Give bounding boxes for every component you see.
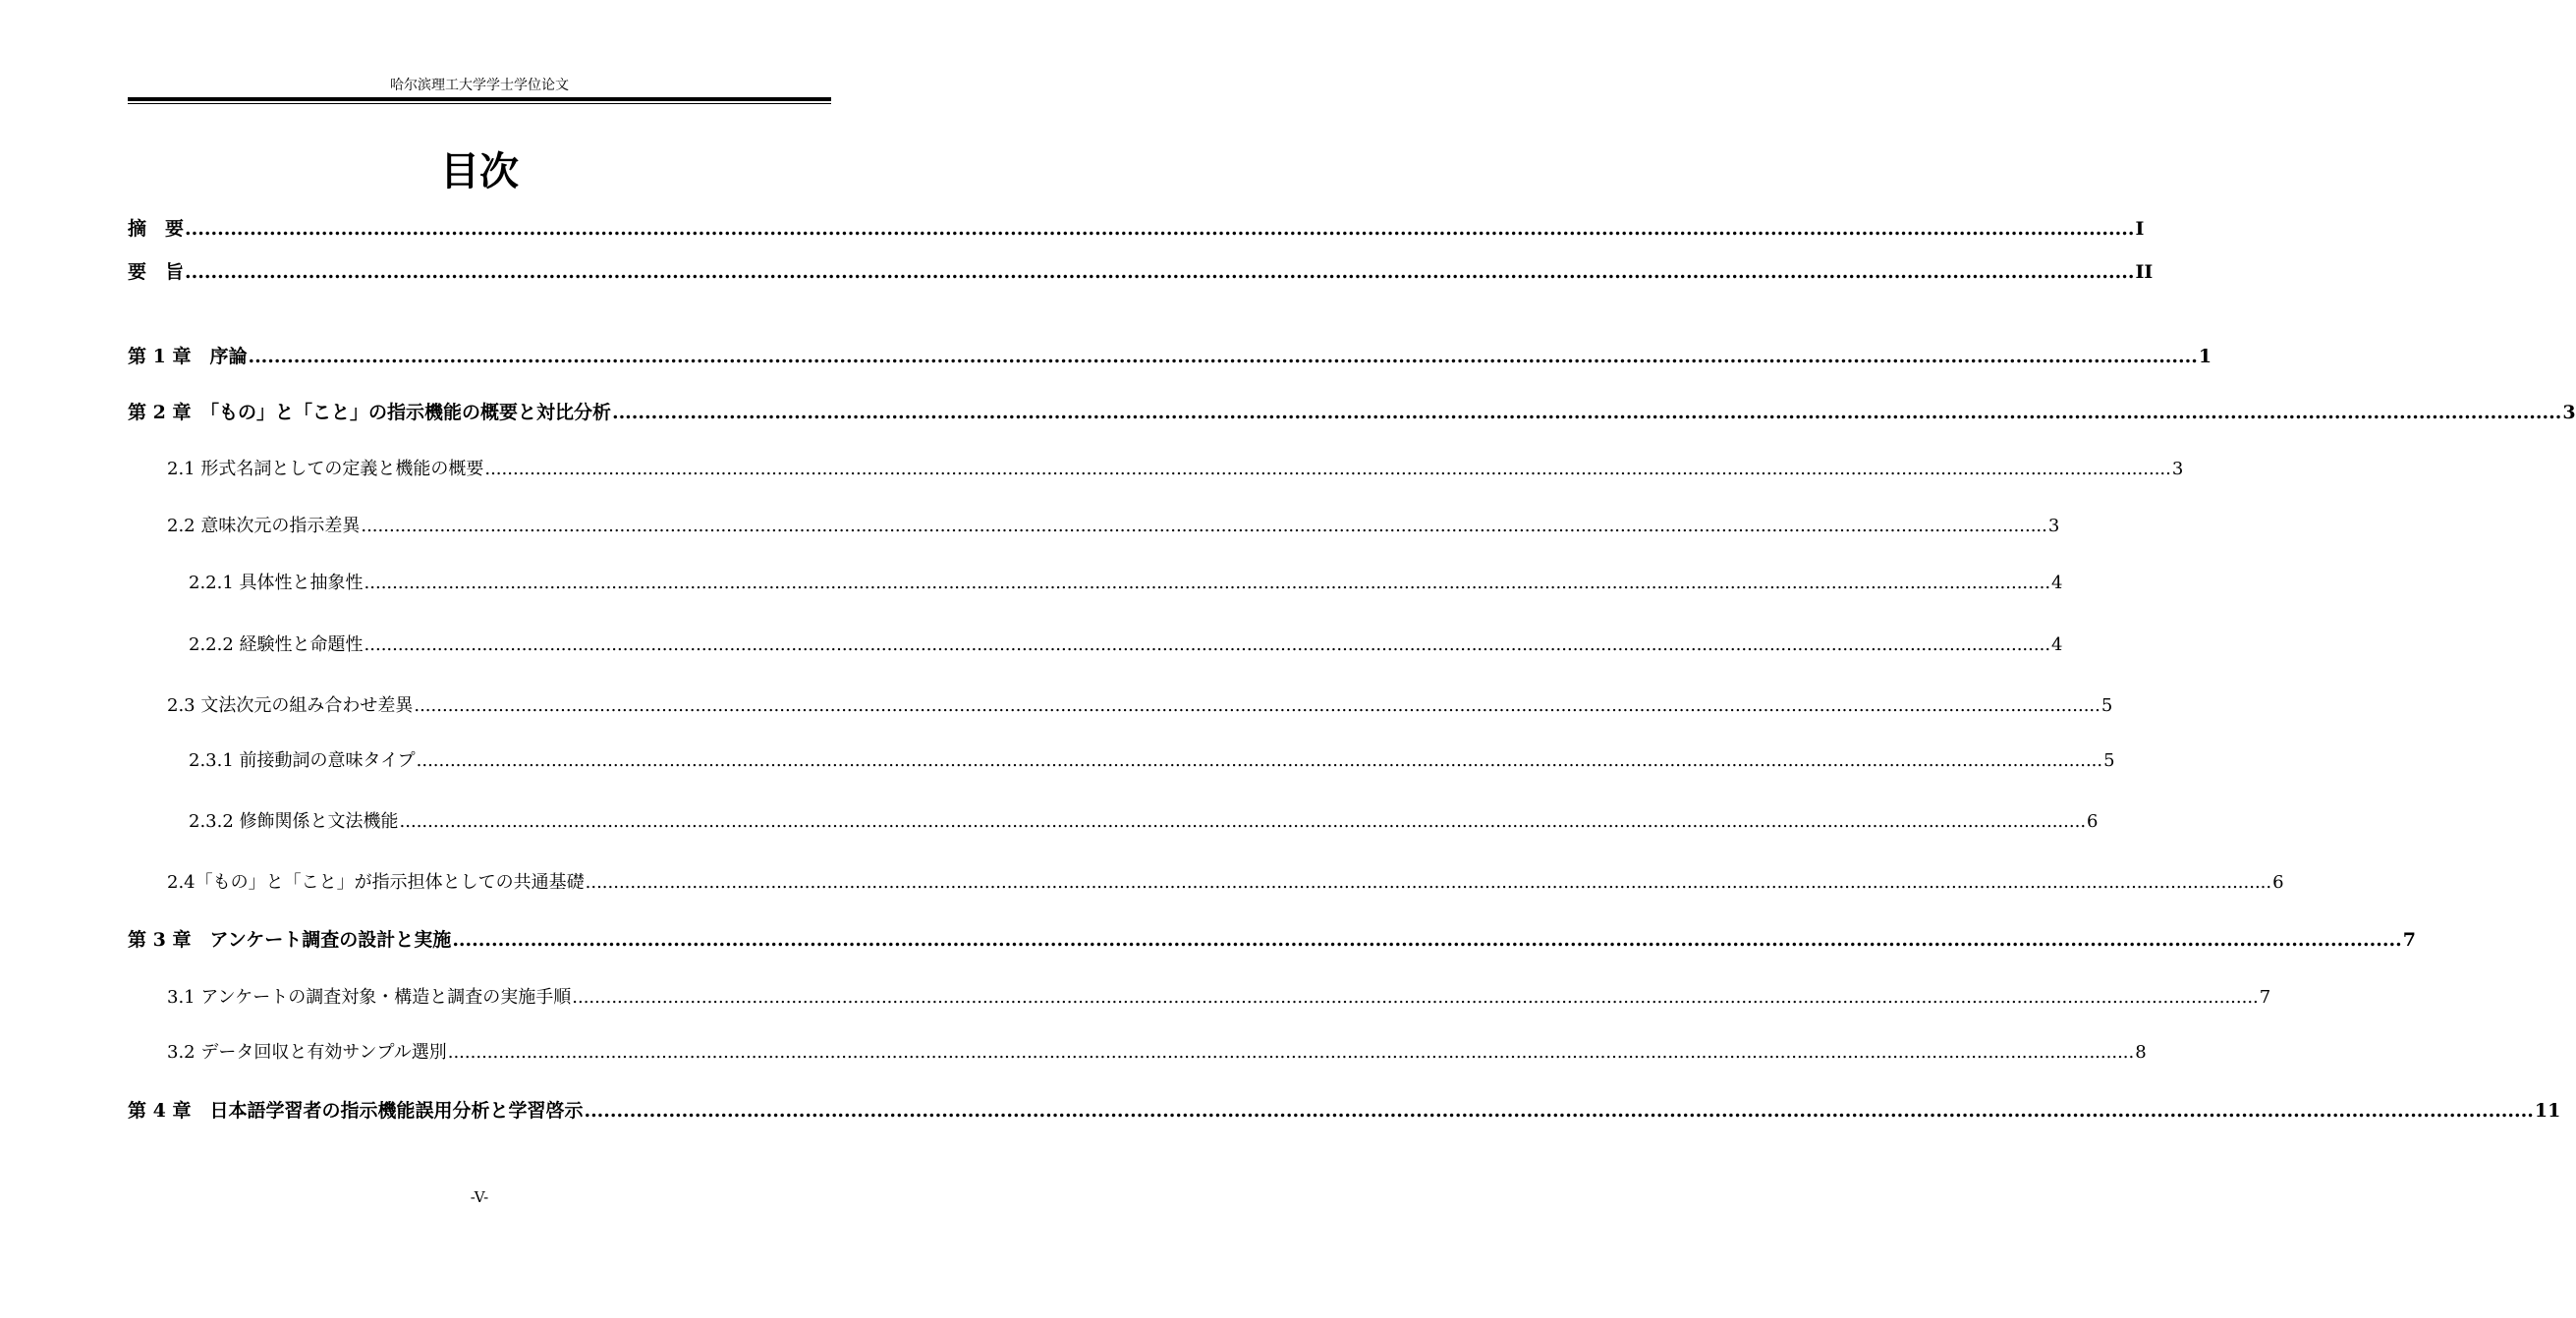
- toc-entry: [167, 691, 2113, 717]
- header-rule-thin: [128, 103, 831, 104]
- toc-entry-title: 2.2.1 具体性と抽象性: [189, 573, 364, 593]
- toc-dot-leader: ............................................................................................................................................................................................................................................................................................................: [584, 1100, 2534, 1122]
- toc-entry: [128, 342, 2212, 368]
- toc-entry-page: 3: [2171, 459, 2184, 479]
- header-rule-thick: [128, 97, 831, 101]
- toc-entry-title: 第 2 章 「もの」と「こと」の指示機能の概要と対比分析: [128, 402, 611, 423]
- toc-entry-title: 3.2 データ回収と有効サンプル選別: [167, 1042, 447, 1063]
- toc-entry-page: I: [2135, 218, 2145, 240]
- toc-entry-page: 6: [2272, 872, 2284, 893]
- toc-entry-title: 2.3.2 修飾関係と文法機能: [189, 811, 399, 832]
- toc-dot-leader: ............................................................................................................................................................................................................................................................................................................: [414, 695, 2100, 716]
- toc-entry-page: 5: [2103, 750, 2115, 771]
- toc-entry: [189, 569, 2063, 594]
- toc-entry-title: 2.3 文法次元の組み合わせ差異: [167, 695, 414, 716]
- toc-dot-leader: ............................................................................................................................................................................................................................................................................................................: [572, 987, 2259, 1008]
- toc-dot-leader: ............................................................................................................................................................................................................................................................................................................: [585, 872, 2272, 893]
- running-header: 哈尔滨理工大学学士学位论文: [390, 78, 569, 93]
- toc-entry-title: 第 1 章 序論: [128, 346, 248, 367]
- toc-dot-leader: ............................................................................................................................................................................................................................................................................................................: [484, 459, 2171, 479]
- toc-entry-page: 6: [2087, 811, 2099, 832]
- toc-entry: [128, 257, 2154, 284]
- toc-entry-title: 2.2 意味次元の指示差異: [167, 516, 361, 536]
- toc-entry-title: 第 4 章 日本語学習者の指示機能誤用分析と学習啓示: [128, 1100, 584, 1122]
- page-number: -V-: [470, 1188, 489, 1206]
- toc-entry: [128, 925, 2416, 952]
- toc-dot-leader: ............................................................................................................................................................................................................................................................................................................: [248, 346, 2198, 367]
- toc-entry-page: 4: [2051, 573, 2063, 593]
- toc-dot-leader: ............................................................................................................................................................................................................................................................................................................: [364, 573, 2051, 593]
- toc-entry: [167, 983, 2271, 1009]
- page-title: 目次: [440, 148, 519, 194]
- toc-entry-page: 11: [2534, 1100, 2561, 1122]
- toc-dot-leader: ............................................................................................................................................................................................................................................................................................................: [447, 1042, 2135, 1063]
- toc-entry-title: 摘 要: [128, 218, 185, 240]
- toc-entry: [128, 1096, 2561, 1123]
- toc-entry-page: II: [2135, 261, 2154, 283]
- toc-entry: [167, 455, 2184, 480]
- toc-dot-leader: ............................................................................................................................................................................................................................................................................................................: [185, 218, 2135, 240]
- toc-entry: [189, 807, 2099, 833]
- toc-entry-page: 8: [2135, 1042, 2147, 1063]
- toc-entry-title: 2.4「もの」と「こと」が指示担体としての共通基礎: [167, 872, 585, 893]
- toc-dot-leader: ............................................................................................................................................................................................................................................................................................................: [611, 402, 2562, 423]
- toc-entry: [167, 868, 2284, 894]
- toc-entry-page: 3: [2562, 402, 2576, 423]
- toc-entry: [167, 1038, 2147, 1064]
- toc-dot-leader: ............................................................................................................................................................................................................................................................................................................: [452, 929, 2402, 951]
- toc-entry-title: 第 3 章 アンケート調査の設計と実施: [128, 929, 452, 951]
- toc-entry-page: 7: [2259, 987, 2271, 1008]
- toc-entry-title: 2.3.1 前接動詞の意味タイプ: [189, 750, 416, 771]
- toc-entry: [189, 631, 2063, 656]
- toc-entry-title: 2.2.2 経験性と命題性: [189, 634, 364, 655]
- toc-dot-leader: ............................................................................................................................................................................................................................................................................................................: [399, 811, 2087, 832]
- toc-entry: [128, 398, 2576, 424]
- toc-dot-leader: ............................................................................................................................................................................................................................................................................................................: [416, 750, 2103, 771]
- toc-entry: [128, 214, 2145, 241]
- toc-entry: [189, 746, 2115, 772]
- toc-entry: [167, 512, 2060, 537]
- toc-entry-page: 7: [2402, 929, 2416, 951]
- toc-entry-title: 2.1 形式名詞としての定義と機能の概要: [167, 459, 484, 479]
- toc-entry-page: 1: [2198, 346, 2212, 367]
- toc-entry-page: 3: [2047, 516, 2060, 536]
- toc-entry-page: 4: [2051, 634, 2063, 655]
- toc-dot-leader: ............................................................................................................................................................................................................................................................................................................: [361, 516, 2047, 536]
- toc-entry-title: 3.1 アンケートの調査対象・構造と調査の実施手順: [167, 987, 572, 1008]
- toc-entry-page: 5: [2100, 695, 2113, 716]
- toc-dot-leader: ............................................................................................................................................................................................................................................................................................................: [185, 261, 2135, 283]
- toc-dot-leader: ............................................................................................................................................................................................................................................................................................................: [364, 634, 2051, 655]
- toc-entry-title: 要 旨: [128, 261, 185, 283]
